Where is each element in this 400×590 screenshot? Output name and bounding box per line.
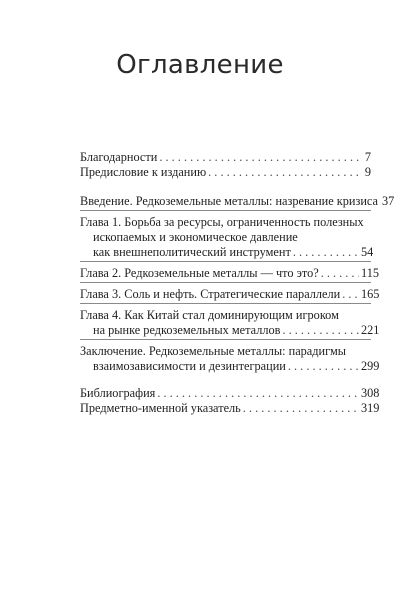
toc-entry-title: Заключение. Редкоземельные металлы: парадигмы bbox=[80, 344, 347, 358]
divider bbox=[80, 282, 371, 283]
page-title: Оглавление bbox=[116, 50, 284, 80]
toc-entry bbox=[80, 215, 374, 260]
dot-leader bbox=[208, 165, 359, 180]
toc-entry bbox=[80, 401, 380, 416]
toc-page-number: 165 bbox=[361, 287, 380, 301]
toc-page-number: 308 bbox=[361, 386, 380, 400]
dot-leader bbox=[157, 386, 359, 401]
divider bbox=[80, 210, 371, 211]
toc-entry-title-continued: взаимозависимости и дезинтеграции bbox=[93, 359, 286, 373]
toc-page-number: 319 bbox=[361, 401, 380, 415]
toc-entry bbox=[80, 194, 395, 209]
toc-chapters bbox=[80, 194, 395, 374]
toc-entry-title: Введение. Редкоземельные металлы: назревание кризиса bbox=[80, 194, 378, 208]
toc-page-number: 7 bbox=[364, 150, 371, 164]
toc-page-number: 54 bbox=[361, 245, 374, 259]
dot-leader bbox=[159, 150, 359, 165]
toc-back-matter bbox=[80, 386, 380, 416]
toc-entry bbox=[80, 308, 380, 338]
toc-entry-title-continued: как внешнеполитический инструмент bbox=[93, 245, 291, 259]
toc-page-number: 221 bbox=[361, 323, 380, 337]
toc-page-number: 299 bbox=[361, 359, 380, 373]
table-of-contents bbox=[80, 150, 395, 425]
dot-leader bbox=[321, 266, 359, 281]
toc-entry-title-continued: на рынке редкоземельных металлов bbox=[93, 323, 281, 337]
divider bbox=[80, 261, 371, 262]
toc-entry-title: Глава 3. Соль и нефть. Стратегические параллели bbox=[80, 287, 341, 301]
dot-leader bbox=[243, 401, 359, 416]
toc-page-number: 37 bbox=[381, 194, 395, 208]
toc-entry bbox=[80, 165, 371, 180]
toc-page-number: 115 bbox=[361, 266, 379, 280]
toc-front-matter bbox=[80, 150, 371, 180]
divider bbox=[80, 303, 371, 304]
toc-entry-title: Глава 2. Редкоземельные металлы — что это? bbox=[80, 266, 319, 280]
toc-entry-title: Глава 1. Борьба за ресурсы, ограниченность полезных bbox=[80, 215, 364, 229]
dot-leader bbox=[288, 359, 359, 374]
toc-entry bbox=[80, 287, 380, 302]
toc-page-number: 9 bbox=[364, 165, 371, 179]
divider bbox=[80, 339, 371, 340]
toc-entry-title: Предисловие к изданию bbox=[80, 165, 207, 179]
toc-entry-title: Глава 4. Как Китай стал доминирующим игроком bbox=[80, 308, 339, 322]
toc-entry-title: Благодарности bbox=[80, 150, 158, 164]
toc-entry-title-continued: ископаемых и экономическое давление bbox=[93, 230, 298, 244]
dot-leader bbox=[342, 287, 359, 302]
toc-entry-title: Библиография bbox=[80, 386, 156, 400]
toc-entry bbox=[80, 150, 371, 165]
toc-entry bbox=[80, 386, 380, 401]
toc-entry bbox=[80, 344, 380, 374]
toc-entry-title: Предметно-именной указатель bbox=[80, 401, 241, 415]
toc-entry bbox=[80, 266, 379, 281]
dot-leader bbox=[293, 245, 359, 260]
dot-leader bbox=[282, 323, 359, 338]
